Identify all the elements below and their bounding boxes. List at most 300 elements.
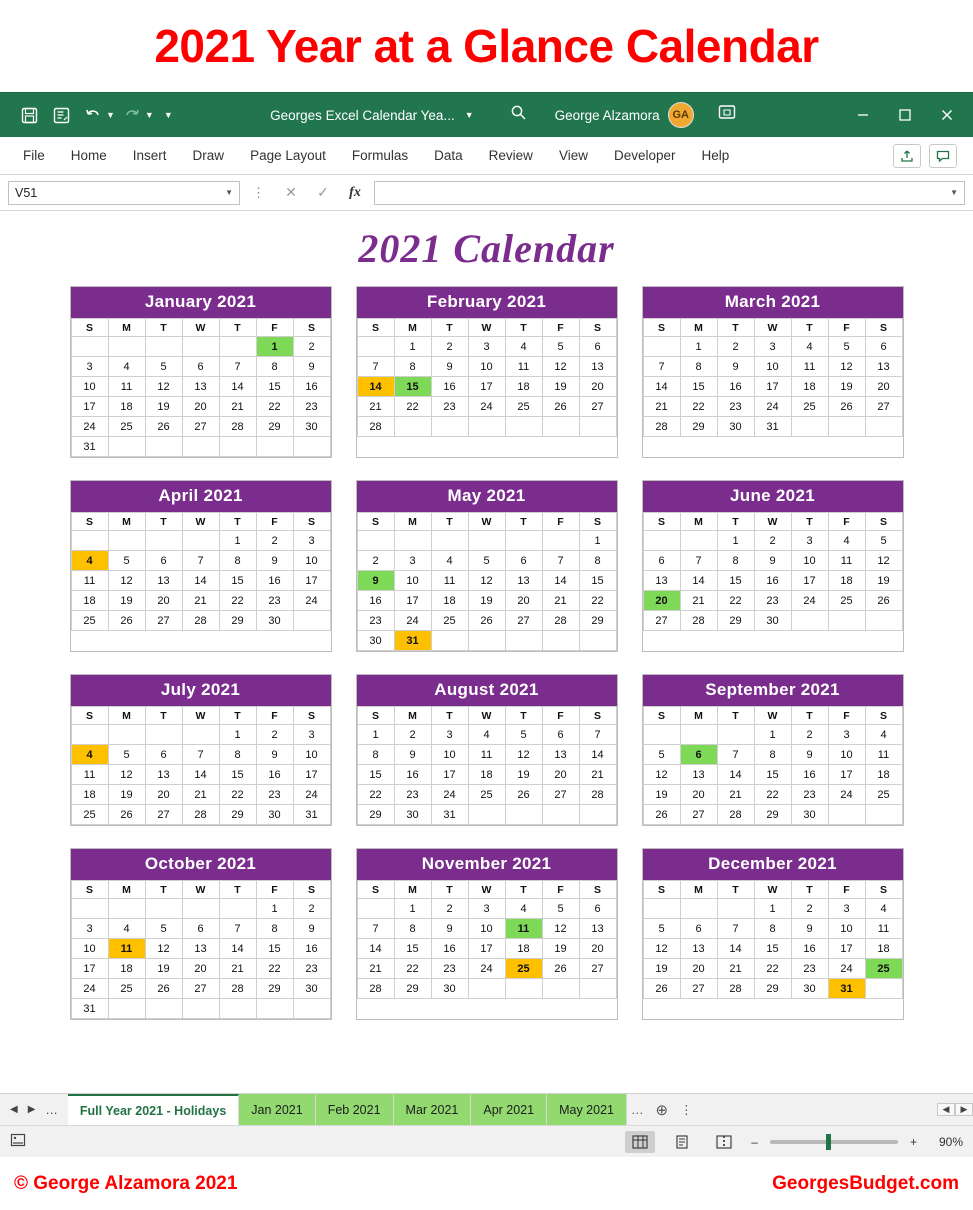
day-cell[interactable]: 10 xyxy=(791,551,828,571)
day-cell[interactable]: 31 xyxy=(431,805,468,825)
sheet-tab-jan[interactable]: Jan 2021 xyxy=(239,1094,315,1125)
day-cell[interactable]: 8 xyxy=(394,919,431,939)
day-cell[interactable]: 17 xyxy=(431,765,468,785)
sheet-tab-apr[interactable]: Apr 2021 xyxy=(471,1094,547,1125)
day-cell[interactable]: 27 xyxy=(145,805,182,825)
day-cell[interactable]: 14 xyxy=(579,745,616,765)
day-cell[interactable]: 9 xyxy=(791,919,828,939)
holiday-day-cell[interactable]: 4 xyxy=(71,551,108,571)
day-cell[interactable]: 10 xyxy=(431,745,468,765)
day-cell[interactable]: 15 xyxy=(256,377,293,397)
day-cell[interactable]: 9 xyxy=(431,357,468,377)
empty-day-cell[interactable] xyxy=(468,631,505,651)
day-cell[interactable]: 16 xyxy=(293,377,330,397)
day-cell[interactable]: 22 xyxy=(394,959,431,979)
day-cell[interactable]: 22 xyxy=(717,591,754,611)
day-cell[interactable]: 19 xyxy=(643,959,680,979)
day-cell[interactable]: 9 xyxy=(431,919,468,939)
day-cell[interactable]: 12 xyxy=(108,571,145,591)
day-cell[interactable]: 18 xyxy=(505,939,542,959)
day-cell[interactable]: 30 xyxy=(717,417,754,437)
day-cell[interactable]: 17 xyxy=(293,571,330,591)
day-cell[interactable]: 4 xyxy=(108,919,145,939)
day-cell[interactable]: 9 xyxy=(394,745,431,765)
day-cell[interactable]: 5 xyxy=(505,725,542,745)
cancel-formula-button[interactable]: ✕ xyxy=(285,184,297,200)
day-cell[interactable]: 28 xyxy=(357,979,394,999)
day-cell[interactable]: 14 xyxy=(219,377,256,397)
day-cell[interactable]: 18 xyxy=(828,571,865,591)
empty-day-cell[interactable] xyxy=(505,631,542,651)
empty-day-cell[interactable] xyxy=(357,337,394,357)
day-cell[interactable]: 28 xyxy=(219,417,256,437)
empty-day-cell[interactable] xyxy=(542,531,579,551)
day-cell[interactable]: 5 xyxy=(542,899,579,919)
day-cell[interactable]: 30 xyxy=(256,805,293,825)
empty-day-cell[interactable] xyxy=(293,999,330,1019)
day-cell[interactable]: 14 xyxy=(717,765,754,785)
day-cell[interactable]: 11 xyxy=(71,765,108,785)
day-cell[interactable]: 3 xyxy=(828,899,865,919)
day-cell[interactable]: 26 xyxy=(542,959,579,979)
day-cell[interactable]: 8 xyxy=(754,919,791,939)
day-cell[interactable]: 23 xyxy=(256,591,293,611)
day-cell[interactable]: 28 xyxy=(579,785,616,805)
day-cell[interactable]: 15 xyxy=(579,571,616,591)
day-cell[interactable]: 13 xyxy=(182,377,219,397)
zoom-slider-knob[interactable] xyxy=(826,1134,831,1150)
day-cell[interactable]: 23 xyxy=(293,959,330,979)
day-cell[interactable]: 19 xyxy=(108,785,145,805)
day-cell[interactable]: 3 xyxy=(828,725,865,745)
empty-day-cell[interactable] xyxy=(579,979,616,999)
website-text[interactable]: GeorgesBudget.com xyxy=(772,1172,959,1194)
tab-formulas[interactable]: Formulas xyxy=(351,148,409,163)
day-cell[interactable]: 30 xyxy=(256,611,293,631)
day-cell[interactable]: 18 xyxy=(108,397,145,417)
day-cell[interactable]: 21 xyxy=(643,397,680,417)
day-cell[interactable]: 29 xyxy=(680,417,717,437)
scroll-left-button[interactable]: ◀ xyxy=(937,1103,955,1116)
day-cell[interactable]: 11 xyxy=(828,551,865,571)
day-cell[interactable]: 18 xyxy=(71,591,108,611)
present-icon[interactable] xyxy=(718,104,736,126)
quick-print-icon[interactable] xyxy=(46,100,76,130)
day-cell[interactable]: 26 xyxy=(542,397,579,417)
empty-day-cell[interactable] xyxy=(394,531,431,551)
empty-day-cell[interactable] xyxy=(145,337,182,357)
day-cell[interactable]: 27 xyxy=(505,611,542,631)
day-cell[interactable]: 21 xyxy=(182,591,219,611)
day-cell[interactable]: 29 xyxy=(256,979,293,999)
day-cell[interactable]: 8 xyxy=(579,551,616,571)
day-cell[interactable]: 28 xyxy=(219,979,256,999)
day-cell[interactable]: 26 xyxy=(643,979,680,999)
day-cell[interactable]: 12 xyxy=(542,357,579,377)
day-cell[interactable]: 11 xyxy=(865,745,902,765)
day-cell[interactable]: 10 xyxy=(71,377,108,397)
day-cell[interactable]: 20 xyxy=(182,959,219,979)
day-cell[interactable]: 7 xyxy=(182,551,219,571)
close-button[interactable] xyxy=(927,98,967,132)
day-cell[interactable]: 8 xyxy=(219,551,256,571)
empty-day-cell[interactable] xyxy=(293,611,330,631)
day-cell[interactable]: 10 xyxy=(828,745,865,765)
day-cell[interactable]: 3 xyxy=(71,357,108,377)
enter-formula-button[interactable]: ✓ xyxy=(317,184,329,200)
day-cell[interactable]: 3 xyxy=(71,919,108,939)
day-cell[interactable]: 6 xyxy=(579,899,616,919)
empty-day-cell[interactable] xyxy=(256,999,293,1019)
day-cell[interactable]: 1 xyxy=(394,337,431,357)
day-cell[interactable]: 13 xyxy=(579,357,616,377)
day-cell[interactable]: 7 xyxy=(219,357,256,377)
empty-day-cell[interactable] xyxy=(182,337,219,357)
day-cell[interactable]: 21 xyxy=(219,959,256,979)
day-cell[interactable]: 3 xyxy=(293,531,330,551)
day-cell[interactable]: 10 xyxy=(754,357,791,377)
empty-day-cell[interactable] xyxy=(219,437,256,457)
day-cell[interactable]: 15 xyxy=(680,377,717,397)
day-cell[interactable]: 16 xyxy=(791,939,828,959)
day-cell[interactable]: 2 xyxy=(293,337,330,357)
empty-day-cell[interactable] xyxy=(71,337,108,357)
empty-day-cell[interactable] xyxy=(505,531,542,551)
day-cell[interactable]: 26 xyxy=(643,805,680,825)
empty-day-cell[interactable] xyxy=(643,337,680,357)
empty-day-cell[interactable] xyxy=(468,979,505,999)
day-cell[interactable]: 7 xyxy=(579,725,616,745)
day-cell[interactable]: 17 xyxy=(293,765,330,785)
day-cell[interactable]: 19 xyxy=(145,959,182,979)
day-cell[interactable]: 29 xyxy=(717,611,754,631)
day-cell[interactable]: 4 xyxy=(431,551,468,571)
empty-day-cell[interactable] xyxy=(828,611,865,631)
holiday-day-cell[interactable]: 1 xyxy=(256,337,293,357)
day-cell[interactable]: 19 xyxy=(542,939,579,959)
name-box[interactable] xyxy=(8,181,240,205)
comments-icon[interactable] xyxy=(929,144,957,168)
day-cell[interactable]: 2 xyxy=(293,899,330,919)
day-cell[interactable]: 16 xyxy=(293,939,330,959)
day-cell[interactable]: 24 xyxy=(791,591,828,611)
day-cell[interactable]: 7 xyxy=(542,551,579,571)
day-cell[interactable]: 6 xyxy=(182,919,219,939)
day-cell[interactable]: 14 xyxy=(182,571,219,591)
day-cell[interactable]: 3 xyxy=(293,725,330,745)
day-cell[interactable]: 16 xyxy=(256,765,293,785)
sheet-tab-may[interactable]: May 2021 xyxy=(547,1094,627,1125)
empty-day-cell[interactable] xyxy=(182,437,219,457)
day-cell[interactable]: 28 xyxy=(717,805,754,825)
day-cell[interactable]: 1 xyxy=(256,899,293,919)
day-cell[interactable]: 28 xyxy=(680,611,717,631)
day-cell[interactable]: 26 xyxy=(145,417,182,437)
day-cell[interactable]: 14 xyxy=(717,939,754,959)
day-cell[interactable]: 12 xyxy=(643,939,680,959)
holiday-day-cell[interactable]: 11 xyxy=(505,919,542,939)
day-cell[interactable]: 29 xyxy=(394,979,431,999)
day-cell[interactable]: 12 xyxy=(145,939,182,959)
day-cell[interactable]: 24 xyxy=(828,959,865,979)
holiday-day-cell[interactable]: 25 xyxy=(505,959,542,979)
day-cell[interactable]: 9 xyxy=(791,745,828,765)
empty-day-cell[interactable] xyxy=(828,805,865,825)
chevron-down-icon[interactable]: ▼ xyxy=(464,110,474,120)
day-cell[interactable]: 24 xyxy=(293,591,330,611)
day-cell[interactable]: 29 xyxy=(219,611,256,631)
day-cell[interactable]: 18 xyxy=(865,765,902,785)
day-cell[interactable]: 12 xyxy=(468,571,505,591)
empty-day-cell[interactable] xyxy=(71,725,108,745)
day-cell[interactable]: 25 xyxy=(108,417,145,437)
day-cell[interactable]: 26 xyxy=(468,611,505,631)
day-cell[interactable]: 8 xyxy=(754,745,791,765)
day-cell[interactable]: 2 xyxy=(791,725,828,745)
day-cell[interactable]: 12 xyxy=(542,919,579,939)
empty-day-cell[interactable] xyxy=(865,611,902,631)
day-cell[interactable]: 22 xyxy=(680,397,717,417)
insert-function-button[interactable]: fx xyxy=(349,184,361,200)
empty-day-cell[interactable] xyxy=(542,805,579,825)
empty-day-cell[interactable] xyxy=(643,725,680,745)
day-cell[interactable]: 27 xyxy=(182,417,219,437)
day-cell[interactable]: 7 xyxy=(717,745,754,765)
day-cell[interactable]: 4 xyxy=(108,357,145,377)
day-cell[interactable]: 19 xyxy=(505,765,542,785)
minimize-button[interactable] xyxy=(843,98,883,132)
day-cell[interactable]: 14 xyxy=(219,939,256,959)
day-cell[interactable]: 21 xyxy=(357,959,394,979)
day-cell[interactable]: 27 xyxy=(182,979,219,999)
day-cell[interactable]: 27 xyxy=(865,397,902,417)
empty-day-cell[interactable] xyxy=(468,805,505,825)
day-cell[interactable]: 23 xyxy=(394,785,431,805)
last-sheet-icon[interactable]: ▶ xyxy=(27,1104,36,1115)
day-cell[interactable]: 2 xyxy=(717,337,754,357)
holiday-day-cell[interactable]: 15 xyxy=(394,377,431,397)
empty-day-cell[interactable] xyxy=(145,437,182,457)
empty-day-cell[interactable] xyxy=(182,899,219,919)
accessibility-icon[interactable] xyxy=(10,1132,26,1151)
day-cell[interactable]: 7 xyxy=(182,745,219,765)
day-cell[interactable]: 4 xyxy=(505,899,542,919)
day-cell[interactable]: 9 xyxy=(754,551,791,571)
empty-day-cell[interactable] xyxy=(791,417,828,437)
day-cell[interactable]: 14 xyxy=(182,765,219,785)
tab-developer[interactable]: Developer xyxy=(613,148,676,163)
redo-icon[interactable] xyxy=(117,100,147,130)
day-cell[interactable]: 8 xyxy=(256,919,293,939)
day-cell[interactable]: 19 xyxy=(542,377,579,397)
empty-day-cell[interactable] xyxy=(108,725,145,745)
day-cell[interactable]: 3 xyxy=(394,551,431,571)
empty-day-cell[interactable] xyxy=(145,531,182,551)
day-cell[interactable]: 30 xyxy=(394,805,431,825)
day-cell[interactable]: 6 xyxy=(182,357,219,377)
scroll-right-button[interactable]: ▶ xyxy=(955,1103,973,1116)
empty-day-cell[interactable] xyxy=(865,417,902,437)
day-cell[interactable]: 12 xyxy=(108,765,145,785)
day-cell[interactable]: 8 xyxy=(394,357,431,377)
day-cell[interactable]: 2 xyxy=(754,531,791,551)
day-cell[interactable]: 13 xyxy=(182,939,219,959)
day-cell[interactable]: 25 xyxy=(828,591,865,611)
empty-day-cell[interactable] xyxy=(293,437,330,457)
day-cell[interactable]: 23 xyxy=(256,785,293,805)
empty-day-cell[interactable] xyxy=(431,417,468,437)
day-cell[interactable]: 6 xyxy=(145,745,182,765)
day-cell[interactable]: 30 xyxy=(791,805,828,825)
empty-day-cell[interactable] xyxy=(108,899,145,919)
day-cell[interactable]: 20 xyxy=(542,765,579,785)
sheet-tab-full-year[interactable]: Full Year 2021 - Holidays xyxy=(68,1094,239,1125)
day-cell[interactable]: 25 xyxy=(791,397,828,417)
save-icon[interactable] xyxy=(14,100,44,130)
day-cell[interactable]: 14 xyxy=(357,939,394,959)
worksheet-area[interactable] xyxy=(0,211,973,1093)
day-cell[interactable]: 1 xyxy=(754,899,791,919)
day-cell[interactable]: 12 xyxy=(145,377,182,397)
holiday-day-cell[interactable]: 31 xyxy=(394,631,431,651)
day-cell[interactable]: 15 xyxy=(219,765,256,785)
day-cell[interactable]: 6 xyxy=(579,337,616,357)
empty-day-cell[interactable] xyxy=(542,417,579,437)
day-cell[interactable]: 7 xyxy=(357,919,394,939)
zoom-in-button[interactable]: + xyxy=(909,1134,917,1149)
day-cell[interactable]: 20 xyxy=(680,785,717,805)
day-cell[interactable]: 5 xyxy=(828,337,865,357)
day-cell[interactable]: 1 xyxy=(219,531,256,551)
day-cell[interactable]: 16 xyxy=(754,571,791,591)
empty-day-cell[interactable] xyxy=(182,725,219,745)
day-cell[interactable]: 19 xyxy=(468,591,505,611)
day-cell[interactable]: 10 xyxy=(468,357,505,377)
holiday-day-cell[interactable]: 11 xyxy=(108,939,145,959)
tab-draw[interactable]: Draw xyxy=(192,148,225,163)
empty-day-cell[interactable] xyxy=(680,725,717,745)
day-cell[interactable]: 2 xyxy=(431,899,468,919)
day-cell[interactable]: 23 xyxy=(791,959,828,979)
day-cell[interactable]: 13 xyxy=(643,571,680,591)
day-cell[interactable]: 6 xyxy=(542,725,579,745)
day-cell[interactable]: 21 xyxy=(680,591,717,611)
day-cell[interactable]: 12 xyxy=(643,765,680,785)
day-cell[interactable]: 17 xyxy=(828,765,865,785)
day-cell[interactable]: 1 xyxy=(579,531,616,551)
day-cell[interactable]: 4 xyxy=(791,337,828,357)
day-cell[interactable]: 16 xyxy=(357,591,394,611)
empty-day-cell[interactable] xyxy=(108,999,145,1019)
empty-day-cell[interactable] xyxy=(791,611,828,631)
holiday-day-cell[interactable]: 6 xyxy=(680,745,717,765)
day-cell[interactable]: 22 xyxy=(219,785,256,805)
day-cell[interactable]: 26 xyxy=(108,805,145,825)
sheet-tab-mar[interactable]: Mar 2021 xyxy=(394,1094,472,1125)
day-cell[interactable]: 22 xyxy=(256,959,293,979)
undo-dropdown-caret[interactable]: ▼ xyxy=(106,110,115,120)
holiday-day-cell[interactable]: 9 xyxy=(357,571,394,591)
page-break-view-icon[interactable] xyxy=(709,1131,739,1153)
day-cell[interactable]: 11 xyxy=(71,571,108,591)
day-cell[interactable]: 12 xyxy=(505,745,542,765)
day-cell[interactable]: 20 xyxy=(865,377,902,397)
day-cell[interactable]: 21 xyxy=(219,397,256,417)
day-cell[interactable]: 26 xyxy=(108,611,145,631)
day-cell[interactable]: 13 xyxy=(579,919,616,939)
day-cell[interactable]: 7 xyxy=(219,919,256,939)
empty-day-cell[interactable] xyxy=(680,899,717,919)
day-cell[interactable]: 29 xyxy=(579,611,616,631)
day-cell[interactable]: 17 xyxy=(71,397,108,417)
day-cell[interactable]: 19 xyxy=(643,785,680,805)
day-cell[interactable]: 31 xyxy=(754,417,791,437)
day-cell[interactable]: 27 xyxy=(579,959,616,979)
empty-day-cell[interactable] xyxy=(256,437,293,457)
day-cell[interactable]: 7 xyxy=(717,919,754,939)
day-cell[interactable]: 28 xyxy=(357,417,394,437)
day-cell[interactable]: 30 xyxy=(293,979,330,999)
day-cell[interactable]: 29 xyxy=(357,805,394,825)
day-cell[interactable]: 9 xyxy=(256,745,293,765)
day-cell[interactable]: 13 xyxy=(680,939,717,959)
day-cell[interactable]: 15 xyxy=(357,765,394,785)
zoom-level[interactable]: 90% xyxy=(938,1134,963,1149)
day-cell[interactable]: 22 xyxy=(754,785,791,805)
day-cell[interactable]: 6 xyxy=(680,919,717,939)
day-cell[interactable]: 3 xyxy=(754,337,791,357)
day-cell[interactable]: 25 xyxy=(71,805,108,825)
empty-day-cell[interactable] xyxy=(865,805,902,825)
day-cell[interactable]: 1 xyxy=(680,337,717,357)
day-cell[interactable]: 13 xyxy=(145,571,182,591)
tab-file[interactable]: File xyxy=(23,148,45,163)
day-cell[interactable]: 26 xyxy=(145,979,182,999)
empty-day-cell[interactable] xyxy=(505,417,542,437)
day-cell[interactable]: 28 xyxy=(542,611,579,631)
day-cell[interactable]: 24 xyxy=(71,979,108,999)
day-cell[interactable]: 20 xyxy=(579,377,616,397)
day-cell[interactable]: 6 xyxy=(145,551,182,571)
day-cell[interactable]: 2 xyxy=(357,551,394,571)
empty-day-cell[interactable] xyxy=(643,899,680,919)
day-cell[interactable]: 1 xyxy=(717,531,754,551)
zoom-slider[interactable] xyxy=(770,1140,898,1144)
day-cell[interactable]: 15 xyxy=(717,571,754,591)
holiday-day-cell[interactable]: 25 xyxy=(865,959,902,979)
day-cell[interactable]: 2 xyxy=(256,531,293,551)
day-cell[interactable]: 9 xyxy=(717,357,754,377)
day-cell[interactable]: 22 xyxy=(394,397,431,417)
day-cell[interactable]: 10 xyxy=(293,745,330,765)
undo-icon[interactable] xyxy=(78,100,108,130)
empty-day-cell[interactable] xyxy=(643,531,680,551)
redo-dropdown-caret[interactable]: ▼ xyxy=(144,110,154,120)
holiday-day-cell[interactable]: 14 xyxy=(357,377,394,397)
empty-day-cell[interactable] xyxy=(145,999,182,1019)
empty-day-cell[interactable] xyxy=(357,531,394,551)
day-cell[interactable]: 11 xyxy=(108,377,145,397)
day-cell[interactable]: 22 xyxy=(256,397,293,417)
day-cell[interactable]: 31 xyxy=(71,437,108,457)
share-icon[interactable] xyxy=(893,144,921,168)
customize-qat-icon[interactable]: ▼ xyxy=(163,110,173,120)
day-cell[interactable]: 23 xyxy=(431,397,468,417)
day-cell[interactable]: 21 xyxy=(717,959,754,979)
empty-day-cell[interactable] xyxy=(71,531,108,551)
day-cell[interactable]: 27 xyxy=(579,397,616,417)
day-cell[interactable]: 29 xyxy=(754,979,791,999)
